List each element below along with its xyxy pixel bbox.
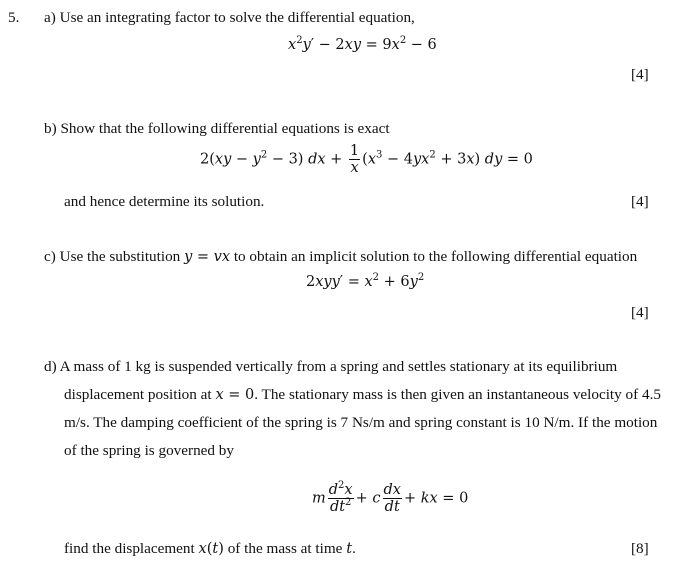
part-c-marks: [4] [631, 304, 649, 321]
part-d-marks: [8] [631, 540, 649, 557]
part-d-final-end: . [352, 540, 356, 557]
second-derivative-fraction: $\frac{d^2x}{dt^2}$ [328, 480, 353, 515]
part-d-final-post: of the mass at time [227, 540, 343, 557]
time-variable: t [346, 541, 353, 557]
part-d-label: d) [44, 358, 57, 375]
part-b-prompt [44, 120, 390, 138]
part-a-marks: [4] [631, 66, 649, 83]
part-c-equation: $2xyy' = x^2 + 6y^2$ [306, 272, 425, 290]
part-d-final [64, 540, 356, 558]
part-a-text: Use an integrating factor to solve the differential equation, [59, 9, 415, 26]
part-d-line2-pre: displacement position at [64, 386, 212, 403]
first-derivative-fraction: $\frac{dx}{dt}$ [383, 482, 401, 515]
equilibrium-expression: x = 0 [215, 387, 255, 403]
part-d-line3: m/s. The damping coefficient of the spring is 7 Ns/m and spring constant is 10 N/m. If the motion [64, 414, 658, 431]
displacement-expression: x(t) [198, 541, 224, 557]
question-number: 5. [8, 9, 20, 26]
part-d-line4: of the spring is governed by [64, 442, 234, 459]
part-b-equation: $2(xy - y^2 - 3)$ dx + $\frac{1}{x}$ $(x^3 - 4yx^2 + 3x)$ dy = 0 [200, 143, 533, 176]
part-a-prompt [44, 9, 415, 27]
part-b-marks: [4] [631, 193, 649, 210]
part-d-final-pre: find the displacement [64, 540, 195, 557]
part-d-line1 [44, 358, 617, 376]
part-b-label: b) [44, 120, 57, 137]
part-c-label: c) [44, 248, 56, 265]
part-b-followup: and hence determine its solution. [64, 193, 265, 210]
part-d-line2 [64, 386, 661, 404]
part-c-text-after: to obtain an implicit solution to the following differential equation [233, 248, 638, 265]
part-b-text: Show that the following differential equations is exact [60, 120, 390, 137]
one-over-x-fraction: $\frac{1}{x}$ [349, 143, 360, 176]
part-c-prompt [44, 248, 637, 266]
part-d-line2-post: . The stationary mass is then given an instantaneous velocity of 4.5 [254, 386, 661, 403]
substitution-expression: y = vx [184, 249, 231, 265]
part-d-line1-text: A mass of 1 kg is suspended vertically from a spring and settles stationary at its equilibrium [59, 358, 618, 375]
part-c-text: Use the substitution [59, 248, 181, 265]
part-a-label: a) [44, 9, 56, 26]
part-a-equation: $x^2y' - 2xy = 9x^2 - 6$ [288, 35, 437, 53]
part-d-equation: m $\frac{d^2x}{dt^2}$ + c $\frac{dx}{dt}$ + kx = 0 [312, 480, 469, 515]
